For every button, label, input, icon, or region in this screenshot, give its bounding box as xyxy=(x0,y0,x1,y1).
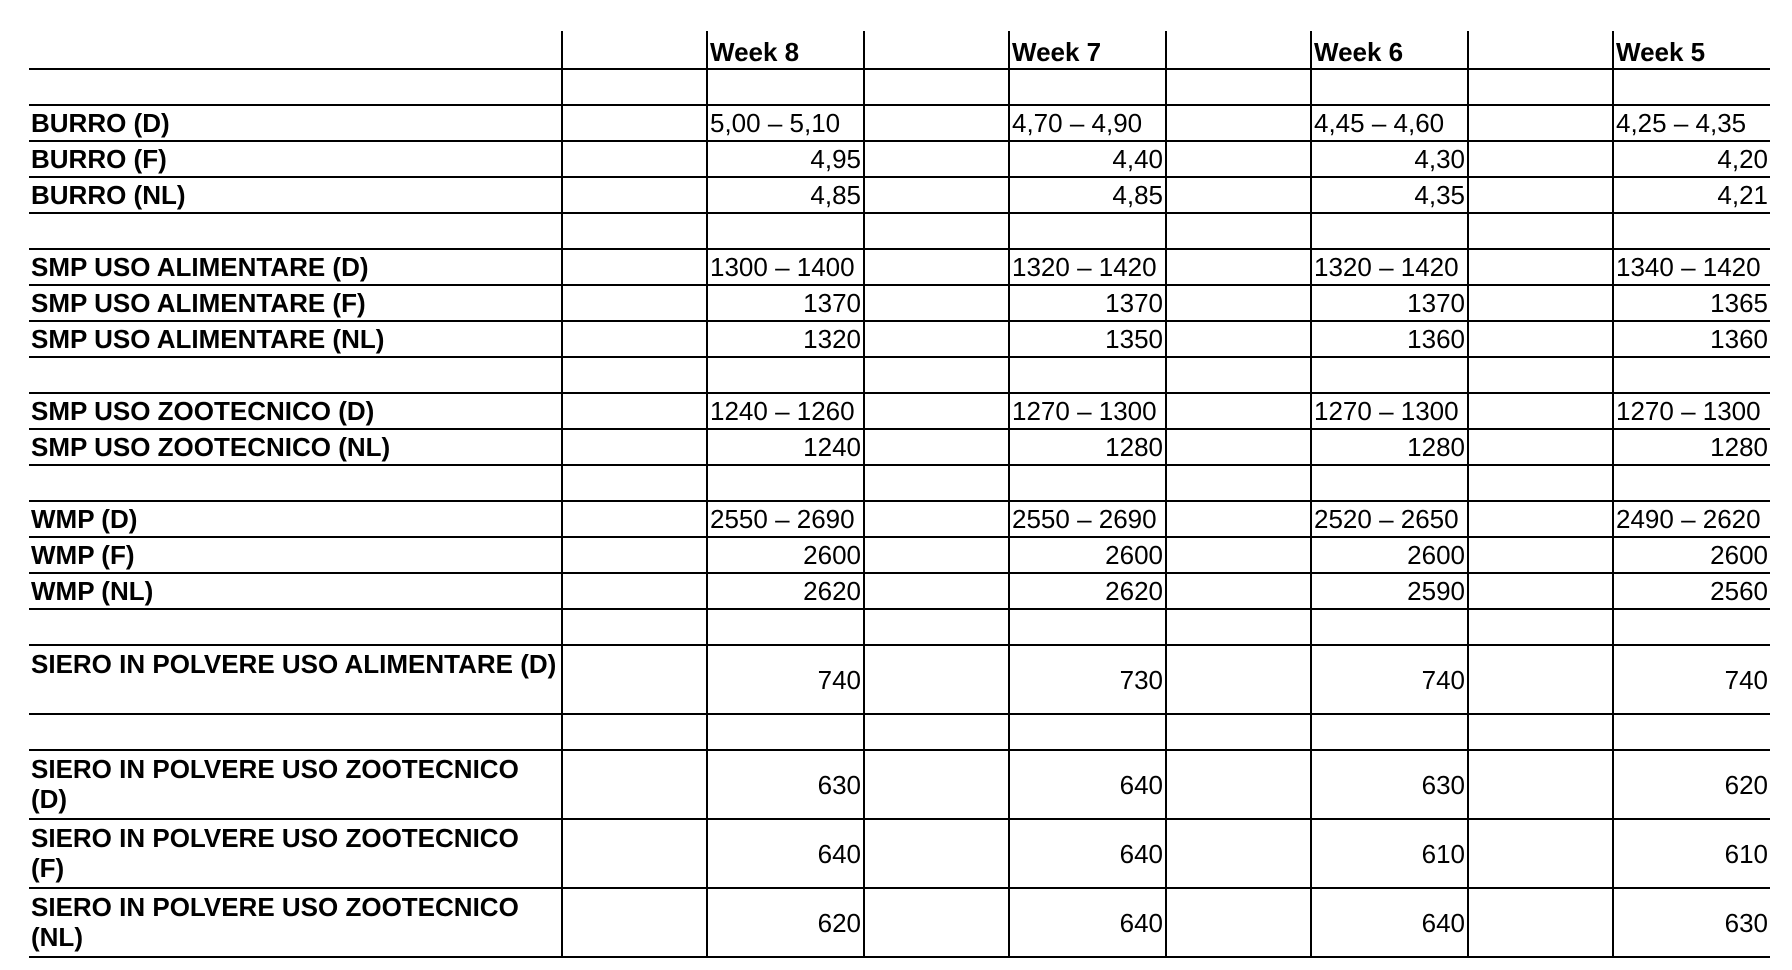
empty-cell xyxy=(1311,357,1468,393)
empty-cell xyxy=(864,819,1009,888)
price-cell: 2600 xyxy=(1009,537,1166,573)
empty-cell xyxy=(1166,393,1311,429)
table-row xyxy=(29,321,1770,357)
price-cell: 2600 xyxy=(707,537,864,573)
header-row xyxy=(29,31,1770,69)
empty-cell xyxy=(1166,285,1311,321)
empty-cell xyxy=(562,750,707,819)
table-row xyxy=(29,141,1770,177)
price-cell: 730 xyxy=(1009,645,1166,714)
price-cell: 740 xyxy=(707,645,864,714)
empty-cell xyxy=(1166,105,1311,141)
empty-cell xyxy=(562,819,707,888)
price-cell: 2490 – 2620 xyxy=(1613,501,1770,537)
product-label: SIERO IN POLVERE USO ZOOTECNICO (F) xyxy=(29,819,562,888)
price-cell: 1340 – 1420 xyxy=(1613,249,1770,285)
price-cell: 1270 – 1300 xyxy=(1613,393,1770,429)
price-cell: 630 xyxy=(1613,888,1770,957)
price-cell: 4,35 xyxy=(1311,177,1468,213)
product-label: SMP USO ALIMENTARE (NL) xyxy=(29,321,562,357)
product-label: WMP (D) xyxy=(29,501,562,537)
spacer-row xyxy=(29,69,1770,105)
price-cell: 1270 – 1300 xyxy=(1009,393,1166,429)
empty-cell xyxy=(864,285,1009,321)
product-label: BURRO (F) xyxy=(29,141,562,177)
empty-cell xyxy=(1166,501,1311,537)
price-cell: 2620 xyxy=(707,573,864,609)
empty-cell xyxy=(864,141,1009,177)
header-spacer xyxy=(864,31,1009,69)
price-cell: 2520 – 2650 xyxy=(1311,501,1468,537)
empty-cell xyxy=(562,69,707,105)
table-row xyxy=(29,819,1770,888)
empty-cell xyxy=(1468,501,1613,537)
table-row xyxy=(29,177,1770,213)
price-cell: 4,21 xyxy=(1613,177,1770,213)
empty-cell xyxy=(1468,357,1613,393)
empty-cell xyxy=(1166,213,1311,249)
empty-cell xyxy=(707,609,864,645)
product-label: SMP USO ALIMENTARE (F) xyxy=(29,285,562,321)
price-cell: 1370 xyxy=(707,285,864,321)
price-cell: 1240 xyxy=(707,429,864,465)
price-cell: 4,95 xyxy=(707,141,864,177)
price-cell: 4,45 – 4,60 xyxy=(1311,105,1468,141)
empty-cell xyxy=(1468,321,1613,357)
empty-cell xyxy=(1613,357,1770,393)
empty-cell xyxy=(29,213,562,249)
spacer-row xyxy=(29,465,1770,501)
empty-cell xyxy=(1468,177,1613,213)
empty-cell xyxy=(864,609,1009,645)
empty-cell xyxy=(1311,465,1468,501)
price-cell: 4,70 – 4,90 xyxy=(1009,105,1166,141)
empty-cell xyxy=(1311,609,1468,645)
product-label: WMP (NL) xyxy=(29,573,562,609)
price-cell: 2550 – 2690 xyxy=(707,501,864,537)
price-cell: 4,40 xyxy=(1009,141,1166,177)
price-cell: 610 xyxy=(1613,819,1770,888)
price-cell: 740 xyxy=(1613,645,1770,714)
spacer-row xyxy=(29,714,1770,750)
empty-cell xyxy=(864,714,1009,750)
price-cell: 2600 xyxy=(1613,537,1770,573)
product-label: SMP USO ZOOTECNICO (NL) xyxy=(29,429,562,465)
empty-cell xyxy=(562,609,707,645)
empty-cell xyxy=(562,213,707,249)
price-cell: 2560 xyxy=(1613,573,1770,609)
price-cell: 2620 xyxy=(1009,573,1166,609)
empty-cell xyxy=(1613,465,1770,501)
price-cell: 4,25 – 4,35 xyxy=(1613,105,1770,141)
price-cell: 1370 xyxy=(1009,285,1166,321)
empty-cell xyxy=(562,645,707,714)
empty-cell xyxy=(1009,714,1166,750)
empty-cell xyxy=(562,714,707,750)
table-row xyxy=(29,537,1770,573)
table-row xyxy=(29,429,1770,465)
empty-cell xyxy=(1009,213,1166,249)
empty-cell xyxy=(1613,714,1770,750)
empty-cell xyxy=(1166,888,1311,957)
header-spacer xyxy=(1166,31,1311,69)
empty-cell xyxy=(1468,213,1613,249)
table-row xyxy=(29,285,1770,321)
price-cell: 4,30 xyxy=(1311,141,1468,177)
empty-cell xyxy=(1468,465,1613,501)
empty-cell xyxy=(1166,819,1311,888)
price-cell: 640 xyxy=(1311,888,1468,957)
empty-cell xyxy=(1166,714,1311,750)
table-row xyxy=(29,501,1770,537)
empty-cell xyxy=(562,888,707,957)
empty-cell xyxy=(1166,177,1311,213)
empty-cell xyxy=(562,285,707,321)
empty-cell xyxy=(1009,69,1166,105)
price-table xyxy=(29,31,1770,958)
empty-cell xyxy=(29,609,562,645)
price-cell: 1240 – 1260 xyxy=(707,393,864,429)
empty-cell xyxy=(707,714,864,750)
price-cell: 640 xyxy=(1009,888,1166,957)
empty-cell xyxy=(1613,609,1770,645)
empty-cell xyxy=(864,357,1009,393)
price-cell: 1360 xyxy=(1311,321,1468,357)
week-header-2: Week 6 xyxy=(1311,31,1468,69)
empty-cell xyxy=(562,393,707,429)
empty-cell xyxy=(29,714,562,750)
empty-cell xyxy=(1166,141,1311,177)
empty-cell xyxy=(864,321,1009,357)
empty-cell xyxy=(1166,465,1311,501)
empty-cell xyxy=(1166,750,1311,819)
price-cell: 1270 – 1300 xyxy=(1311,393,1468,429)
empty-cell xyxy=(562,177,707,213)
empty-cell xyxy=(864,750,1009,819)
header-spacer xyxy=(1468,31,1613,69)
empty-cell xyxy=(1468,819,1613,888)
empty-cell xyxy=(1613,69,1770,105)
empty-cell xyxy=(1468,537,1613,573)
price-cell: 1320 xyxy=(707,321,864,357)
empty-cell xyxy=(1468,609,1613,645)
price-cell: 1320 – 1420 xyxy=(1009,249,1166,285)
empty-cell xyxy=(1166,69,1311,105)
empty-cell xyxy=(864,393,1009,429)
table-row xyxy=(29,645,1770,714)
spacer-row xyxy=(29,609,1770,645)
week-header-3: Week 5 xyxy=(1613,31,1770,69)
empty-cell xyxy=(562,141,707,177)
empty-cell xyxy=(1311,213,1468,249)
price-cell: 1280 xyxy=(1009,429,1166,465)
empty-cell xyxy=(1468,285,1613,321)
product-label: SMP USO ALIMENTARE (D) xyxy=(29,249,562,285)
empty-cell xyxy=(1468,429,1613,465)
price-cell: 1320 – 1420 xyxy=(1311,249,1468,285)
empty-cell xyxy=(1166,357,1311,393)
table-row xyxy=(29,750,1770,819)
price-cell: 1300 – 1400 xyxy=(707,249,864,285)
empty-cell xyxy=(707,357,864,393)
empty-cell xyxy=(864,213,1009,249)
price-cell: 5,00 – 5,10 xyxy=(707,105,864,141)
empty-cell xyxy=(29,69,562,105)
empty-cell xyxy=(1468,750,1613,819)
empty-cell xyxy=(562,321,707,357)
spacer-row xyxy=(29,213,1770,249)
empty-cell xyxy=(562,249,707,285)
empty-cell xyxy=(1468,249,1613,285)
product-label: SMP USO ZOOTECNICO (D) xyxy=(29,393,562,429)
empty-cell xyxy=(1166,645,1311,714)
spacer-row xyxy=(29,357,1770,393)
empty-cell xyxy=(864,249,1009,285)
price-cell: 1365 xyxy=(1613,285,1770,321)
empty-cell xyxy=(1009,357,1166,393)
price-cell: 2600 xyxy=(1311,537,1468,573)
empty-cell xyxy=(864,429,1009,465)
empty-cell xyxy=(864,501,1009,537)
product-label: BURRO (D) xyxy=(29,105,562,141)
table-row xyxy=(29,105,1770,141)
price-cell: 4,85 xyxy=(707,177,864,213)
empty-cell xyxy=(1468,393,1613,429)
empty-cell xyxy=(1468,888,1613,957)
price-cell: 740 xyxy=(1311,645,1468,714)
header-spacer-label xyxy=(29,31,562,69)
price-cell: 4,20 xyxy=(1613,141,1770,177)
empty-cell xyxy=(1468,105,1613,141)
empty-cell xyxy=(562,465,707,501)
price-cell: 630 xyxy=(707,750,864,819)
empty-cell xyxy=(1166,321,1311,357)
empty-cell xyxy=(1166,537,1311,573)
empty-cell xyxy=(1009,465,1166,501)
price-cell: 620 xyxy=(707,888,864,957)
price-cell: 1360 xyxy=(1613,321,1770,357)
price-cell: 640 xyxy=(1009,819,1166,888)
empty-cell xyxy=(562,357,707,393)
empty-cell xyxy=(29,357,562,393)
empty-cell xyxy=(864,888,1009,957)
price-cell: 640 xyxy=(707,819,864,888)
price-cell: 630 xyxy=(1311,750,1468,819)
empty-cell xyxy=(707,213,864,249)
empty-cell xyxy=(1468,69,1613,105)
empty-cell xyxy=(29,465,562,501)
header-spacer xyxy=(562,31,707,69)
empty-cell xyxy=(1166,429,1311,465)
empty-cell xyxy=(1009,609,1166,645)
empty-cell xyxy=(864,465,1009,501)
price-cell: 610 xyxy=(1311,819,1468,888)
price-cell: 1280 xyxy=(1311,429,1468,465)
table-body xyxy=(29,31,1770,957)
empty-cell xyxy=(1468,645,1613,714)
empty-cell xyxy=(864,645,1009,714)
empty-cell xyxy=(1166,573,1311,609)
table-row xyxy=(29,393,1770,429)
price-cell: 620 xyxy=(1613,750,1770,819)
empty-cell xyxy=(707,69,864,105)
product-label: WMP (F) xyxy=(29,537,562,573)
empty-cell xyxy=(864,105,1009,141)
empty-cell xyxy=(864,537,1009,573)
empty-cell xyxy=(864,69,1009,105)
price-cell: 640 xyxy=(1009,750,1166,819)
empty-cell xyxy=(707,465,864,501)
price-cell: 4,85 xyxy=(1009,177,1166,213)
product-label: BURRO (NL) xyxy=(29,177,562,213)
empty-cell xyxy=(1613,213,1770,249)
table-row xyxy=(29,249,1770,285)
price-cell: 2590 xyxy=(1311,573,1468,609)
empty-cell xyxy=(562,573,707,609)
empty-cell xyxy=(1311,714,1468,750)
empty-cell xyxy=(562,105,707,141)
empty-cell xyxy=(1468,141,1613,177)
empty-cell xyxy=(562,501,707,537)
empty-cell xyxy=(864,573,1009,609)
empty-cell xyxy=(1166,249,1311,285)
table-row xyxy=(29,573,1770,609)
empty-cell xyxy=(864,177,1009,213)
price-cell: 1370 xyxy=(1311,285,1468,321)
table-row xyxy=(29,888,1770,957)
week-header-0: Week 8 xyxy=(707,31,864,69)
price-cell: 2550 – 2690 xyxy=(1009,501,1166,537)
price-cell: 1350 xyxy=(1009,321,1166,357)
empty-cell xyxy=(562,429,707,465)
price-cell: 1280 xyxy=(1613,429,1770,465)
empty-cell xyxy=(1468,714,1613,750)
empty-cell xyxy=(1468,573,1613,609)
empty-cell xyxy=(1166,609,1311,645)
empty-cell xyxy=(562,537,707,573)
product-label: SIERO IN POLVERE USO ZOOTECNICO (NL) xyxy=(29,888,562,957)
product-label: SIERO IN POLVERE USO ZOOTECNICO (D) xyxy=(29,750,562,819)
week-header-1: Week 7 xyxy=(1009,31,1166,69)
empty-cell xyxy=(1311,69,1468,105)
product-label: SIERO IN POLVERE USO ALIMENTARE (D) xyxy=(29,645,562,714)
